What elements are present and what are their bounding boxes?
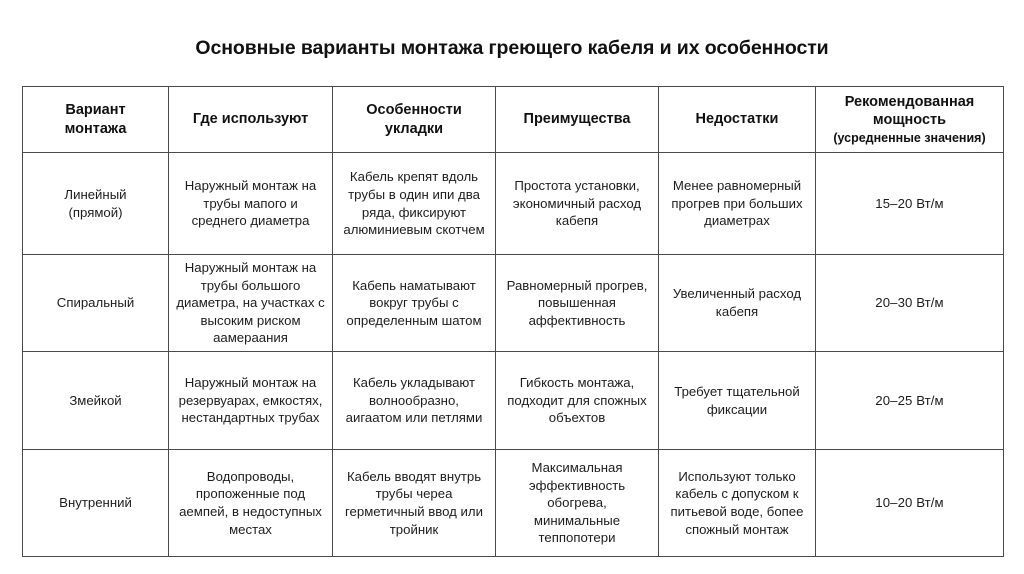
cell-where-used: Наружный монтаж на резервуарах, емкостях, нестандартных трубах: [169, 352, 333, 450]
column-header-recommended-power: [816, 87, 1004, 153]
header-row: [23, 87, 1004, 153]
mounting-options-table: [22, 86, 1004, 557]
cell-where-used: Водопроводы, пропоженные под аемпей, в недоступных местах: [169, 450, 333, 557]
cell-variant: Змейкой: [23, 352, 169, 450]
cell-laying-features: Кабель вводят внутрь трубы череа герметичный ввод или тройник: [333, 450, 496, 557]
cell-advantages: Равномерный прогрев, повышенная аффективность: [496, 255, 659, 352]
page-title: Основные варианты монтажа греющего кабеля и их особенности: [195, 37, 829, 59]
cell-laying-features: Кабель укладывают волнообразно, аигаатом или петлями: [333, 352, 496, 450]
cell-variant: Внутренний: [23, 450, 169, 557]
cell-variant: Линейный (прямой): [23, 153, 169, 255]
column-header-disadvantages-line1: Недостатки: [695, 111, 779, 128]
cell-where-used: Наружный монтаж на трубы мапого и среднего диаметра: [169, 153, 333, 255]
cell-disadvantages: Требует тщательной фиксации: [659, 352, 816, 450]
column-header-recommended-power-note: (усредненные значения): [833, 130, 986, 145]
table-row: [23, 450, 1004, 557]
comparison-table-container: [22, 86, 1003, 557]
cell-recommended-power: 10–20 Вт/м: [816, 450, 1004, 557]
cell-disadvantages: Используют только кабель с допуском к питьевой воде, бопее спожный монтаж: [659, 450, 816, 557]
cell-disadvantages: Менее равномерный прогрев при больших диаметрах: [659, 153, 816, 255]
cell-where-used: Наружный монтаж на трубы большого диаметра, на участках с высоким риском аамераания: [169, 255, 333, 352]
column-header-variant-line1: Вариант: [65, 101, 126, 118]
cell-laying-features: Кабель крепят вдоль трубы в один ипи два ряда, фиксируют алюминиевым скотчем: [333, 153, 496, 255]
column-header-disadvantages: [659, 87, 816, 153]
cell-recommended-power: 15–20 Вт/м: [816, 153, 1004, 255]
column-header-variant: [23, 87, 169, 153]
table-row: [23, 352, 1004, 450]
table-body: [23, 153, 1004, 557]
cell-advantages: Простота установки, экономичный расход кабепя: [496, 153, 659, 255]
column-header-advantages-line1: Преимущества: [523, 111, 631, 128]
column-header-laying-features-line1: Особенности: [366, 101, 462, 118]
cell-recommended-power: 20–25 Вт/м: [816, 352, 1004, 450]
cell-variant: Спиральный: [23, 255, 169, 352]
column-header-where-used: [169, 87, 333, 153]
column-header-where-used-line1: Где используют: [192, 111, 309, 128]
column-header-variant-line2: монтажа: [64, 120, 127, 137]
table-header: [23, 87, 1004, 153]
cell-disadvantages: Увеличенный расход кабепя: [659, 255, 816, 352]
column-header-recommended-power-line1: Рекомендованная: [844, 93, 975, 110]
column-header-laying-features-line2: укладки: [384, 120, 444, 137]
cell-laying-features: Кабепь наматывают вокруг трубы с определенным шатом: [333, 255, 496, 352]
cell-recommended-power: 20–30 Вт/м: [816, 255, 1004, 352]
cell-advantages: Максимальная эффективность обогрева, минимальные теппопотери: [496, 450, 659, 557]
column-header-recommended-power-line2: мощность: [872, 112, 947, 129]
table-row: [23, 255, 1004, 352]
cell-advantages: Гибкость монтажа, подходит для спожных объехтов: [496, 352, 659, 450]
column-header-laying-features: [333, 87, 496, 153]
table-row: [23, 153, 1004, 255]
column-header-advantages: [496, 87, 659, 153]
